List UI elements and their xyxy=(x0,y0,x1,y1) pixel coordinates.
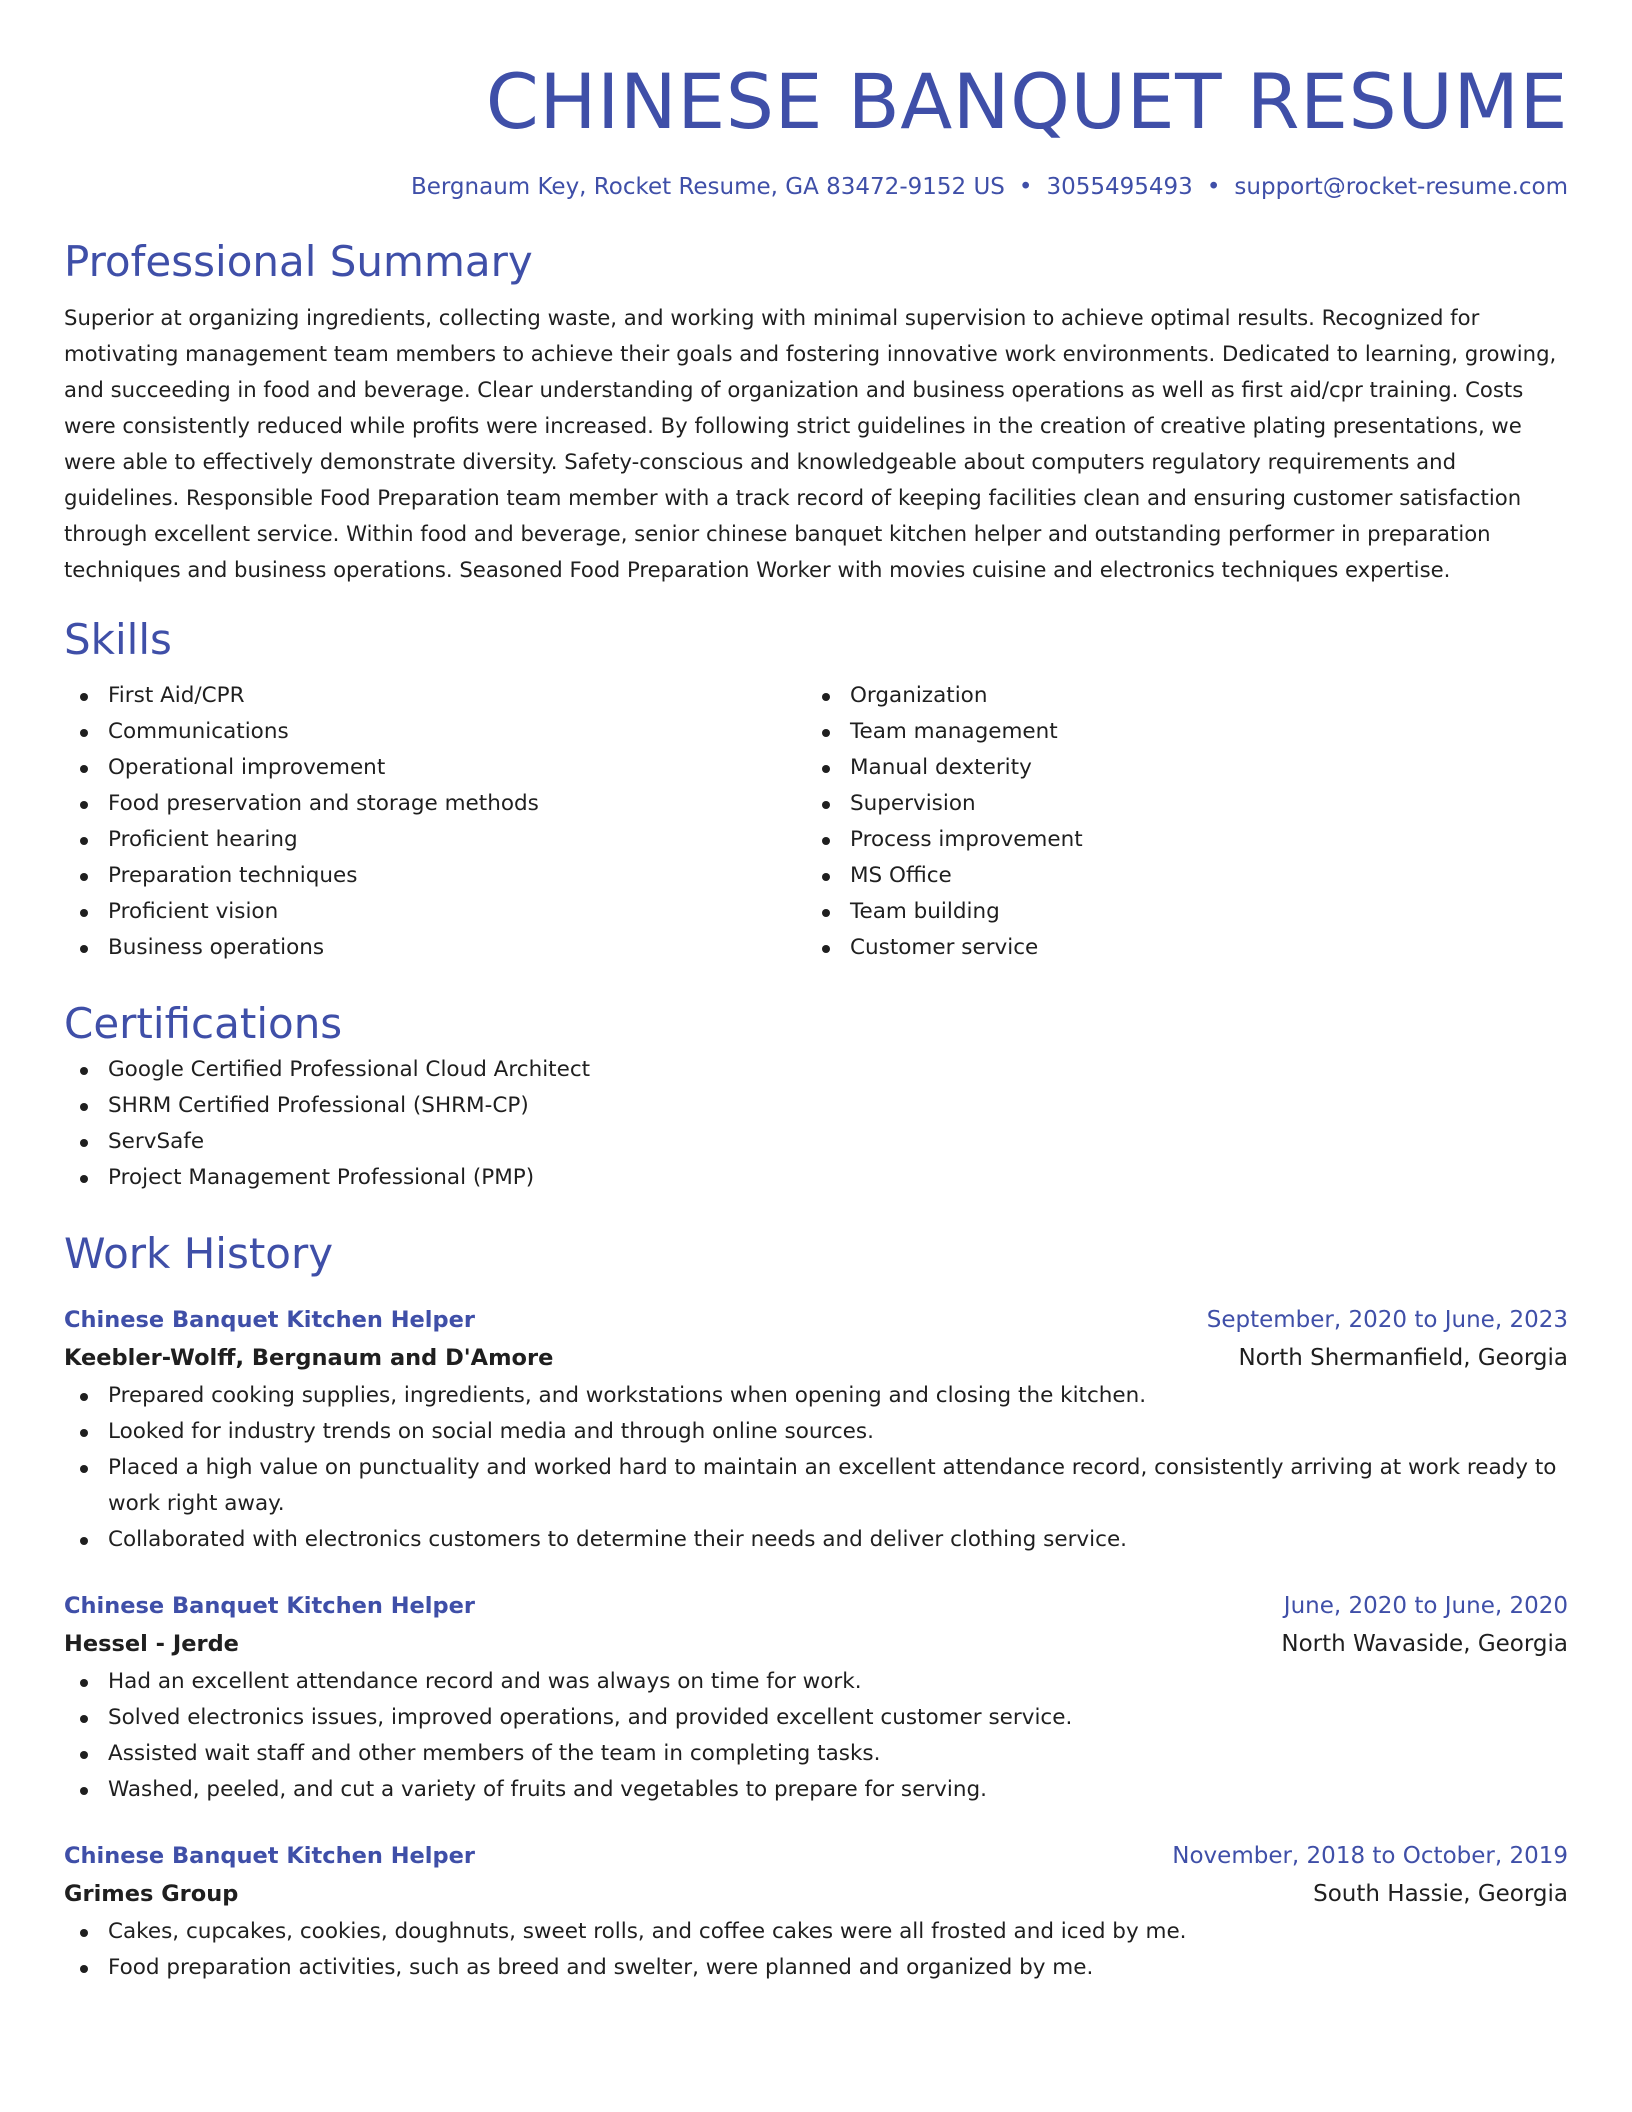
skills-heading: Skills xyxy=(64,615,172,664)
job-title: Chinese Banquet Kitchen Helper xyxy=(64,1307,475,1333)
skill-item: Food preservation and storage methods xyxy=(64,786,806,822)
contact-separator: • xyxy=(1018,174,1033,200)
resume-page xyxy=(64,0,1568,1986)
job-company-row xyxy=(64,1338,1568,1378)
job-title-row xyxy=(64,1838,1568,1874)
job-duty: Solved electronics issues, improved operations, and provided excellent customer service. xyxy=(64,1700,1568,1736)
skills-section xyxy=(64,612,1568,966)
job-duties-list xyxy=(64,1914,1568,1986)
skill-item: Proficient hearing xyxy=(64,822,806,858)
contact-separator: • xyxy=(1206,174,1221,200)
job-duty: Collaborated with electronics customers to determine their needs and deliver clothing service. xyxy=(64,1522,1568,1558)
skill-item: Team management xyxy=(806,714,1548,750)
work-history-heading: Work History xyxy=(64,1229,334,1278)
resume-header xyxy=(64,0,1568,204)
job-company: Grimes Group xyxy=(64,1881,239,1907)
job-location: North Wavaside, Georgia xyxy=(1281,1631,1568,1657)
job-company: Keebler-Wolff, Bergnaum and D'Amore xyxy=(64,1345,554,1371)
skill-item: Manual dexterity xyxy=(806,750,1548,786)
certification-item: Project Management Professional (PMP) xyxy=(64,1160,1568,1196)
certification-item: Google Certified Professional Cloud Architect xyxy=(64,1052,1568,1088)
summary-text: Superior at organizing ingredients, collecting waste, and working with minimal supervision to achieve optimal results. Recognized for motivating management team members to achieve their goals and fostering innovative work environments. Dedicated to learning, growing, and succeeding in food and beverage. Clear understanding of organization and business operations as well as first aid/cpr training. Costs were consistently reduced while profits were increased. By following strict guidelines in the creation of creative plating presentations, we were able to effectively demonstrate diversity. Safety-conscious and knowledgeable about computers regulatory requirements and guidelines. Responsible Food Preparation team member with a track record of keeping facilities clean and ensuring customer satisfaction through excellent service. Within food and beverage, senior chinese banquet kitchen helper and outstanding performer in preparation techniques and business operations. Seasoned Food Preparation Worker with movies cuisine and electronics techniques expertise. xyxy=(64,305,1557,582)
skill-item: Operational improvement xyxy=(64,750,806,786)
skill-item: Business operations xyxy=(64,930,806,966)
skill-item: Communications xyxy=(64,714,806,750)
job-location: South Hassie, Georgia xyxy=(1313,1881,1568,1907)
job-title-row xyxy=(64,1302,1568,1338)
skill-item: MS Office xyxy=(806,858,1548,894)
job-title-row xyxy=(64,1588,1568,1624)
skill-item: Customer service xyxy=(806,930,1548,966)
job-dates: June, 2020 to June, 2020 xyxy=(1283,1593,1568,1619)
job-duties-list xyxy=(64,1664,1568,1808)
skill-item: First Aid/CPR xyxy=(64,678,806,714)
job-company: Hessel - Jerde xyxy=(64,1631,239,1657)
certifications-section xyxy=(64,996,1568,1196)
job-dates: November, 2018 to October, 2019 xyxy=(1172,1843,1568,1869)
job-duty: Placed a high value on punctuality and worked hard to maintain an excellent attendance record, consistently arriving at work ready to work right away. xyxy=(64,1450,1568,1522)
skills-right-list xyxy=(806,678,1548,966)
job-duties-list xyxy=(64,1378,1568,1558)
job-location: North Shermanfield, Georgia xyxy=(1238,1345,1568,1371)
job-duty: Looked for industry trends on social media and through online sources. xyxy=(64,1414,1568,1450)
job-title: Chinese Banquet Kitchen Helper xyxy=(64,1593,475,1619)
contact-phone: 3055495493 xyxy=(1046,174,1193,200)
job-duty: Washed, peeled, and cut a variety of fruits and vegetables to prepare for serving. xyxy=(64,1772,1568,1808)
skill-item: Team building xyxy=(806,894,1548,930)
contact-email[interactable]: support@rocket-resume.com xyxy=(1234,174,1568,200)
certifications-heading: Certifications xyxy=(64,999,343,1048)
skill-item: Process improvement xyxy=(806,822,1548,858)
summary-heading: Professional Summary xyxy=(64,237,533,286)
job-company-row xyxy=(64,1874,1568,1914)
job-duty: Cakes, cupcakes, cookies, doughnuts, sweet rolls, and coffee cakes were all frosted and iced by me. xyxy=(64,1914,1568,1950)
skills-grid xyxy=(64,678,1568,966)
skill-item: Preparation techniques xyxy=(64,858,806,894)
job-entry xyxy=(64,1588,1568,1808)
skills-left-list xyxy=(64,678,806,966)
job-dates: September, 2020 to June, 2023 xyxy=(1206,1307,1568,1333)
skill-item: Supervision xyxy=(806,786,1548,822)
job-entry xyxy=(64,1302,1568,1558)
job-duty: Prepared cooking supplies, ingredients, and workstations when opening and closing the kitchen. xyxy=(64,1378,1568,1414)
skill-item: Proficient vision xyxy=(64,894,806,930)
summary-section xyxy=(64,234,1568,588)
skill-item: Organization xyxy=(806,678,1548,714)
job-title: Chinese Banquet Kitchen Helper xyxy=(64,1843,475,1869)
resume-name: CHINESE BANQUET RESUME xyxy=(485,57,1568,146)
job-duty: Food preparation activities, such as breed and swelter, were planned and organized by me. xyxy=(64,1950,1568,1986)
certifications-list xyxy=(64,1052,1568,1196)
job-duty: Assisted wait staff and other members of the team in completing tasks. xyxy=(64,1736,1568,1772)
contact-address: Bergnaum Key, Rocket Resume, GA 83472-9152 US xyxy=(410,174,1005,200)
certification-item: ServSafe xyxy=(64,1124,1568,1160)
certification-item: SHRM Certified Professional (SHRM-CP) xyxy=(64,1088,1568,1124)
job-company-row xyxy=(64,1624,1568,1664)
job-entry xyxy=(64,1838,1568,1986)
work-history-section xyxy=(64,1226,1568,1986)
job-duty: Had an excellent attendance record and was always on time for work. xyxy=(64,1664,1568,1700)
contact-line xyxy=(64,170,1568,204)
